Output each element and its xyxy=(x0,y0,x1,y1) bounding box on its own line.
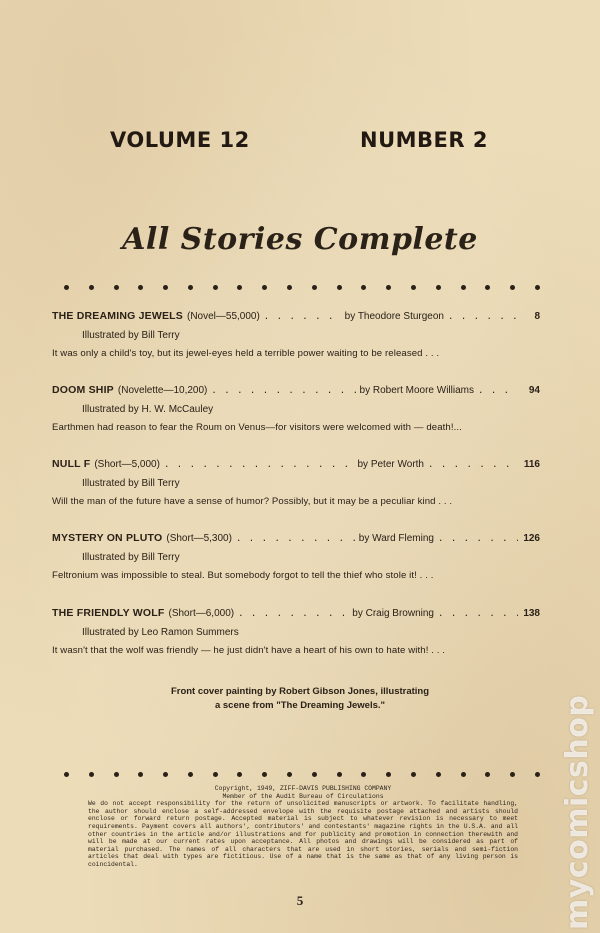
story-page: 94 xyxy=(528,385,540,396)
dot-divider-top xyxy=(64,283,540,291)
story-illustrator: Illustrated by Leo Ramon Summers xyxy=(82,627,239,638)
number-label: NUMBER 2 xyxy=(360,128,488,152)
dot-leader xyxy=(448,312,518,322)
story-title: MYSTERY ON PLUTO xyxy=(52,532,163,544)
headline: All Stories Complete xyxy=(122,222,478,257)
story-illustrator: Illustrated by H. W. McCauley xyxy=(82,404,214,415)
dot-leader xyxy=(428,460,518,470)
story-line xyxy=(52,310,540,326)
dot-leader xyxy=(438,534,518,544)
copyright-line: Copyright, 1949, ZIFF-DAVIS PUBLISHING COMPANY xyxy=(214,785,392,792)
story-page: 126 xyxy=(523,533,540,544)
story-author: by Ward Fleming xyxy=(358,533,434,544)
story-length: (Novel—55,000) xyxy=(186,311,260,322)
dot-leader xyxy=(236,534,355,544)
story-length: (Short—5,300) xyxy=(166,533,232,544)
story-entry[interactable] xyxy=(52,310,540,359)
member-line: Member of the Audit Bureau of Circulations xyxy=(222,792,384,800)
story-blurb: It wasn't that the wolf was friendly — he just didn't have a heart of his own to hate with! . . . xyxy=(52,645,446,656)
dot-leader xyxy=(438,609,518,619)
volume-label: VOLUME 12 xyxy=(110,128,250,152)
story-author: by Craig Browning xyxy=(352,608,434,619)
story-line xyxy=(52,384,540,400)
story-line xyxy=(52,607,540,623)
dot-leader xyxy=(211,386,355,396)
issue-line xyxy=(0,128,600,158)
story-blurb: Feltronium was impossible to steal. But somebody forgot to tell the thief who stole it! . . . xyxy=(52,570,434,581)
legal-body: We do not accept responsibility for the return of unsolicited manuscripts or artwork. To facilitate handling, the author should enclose a self-addressed envelope with the requisite postage attached and artists should enclose or forward return postage. Accepted material is subject to whatever revision is necessary to meet requirements. Payment covers all authors', contributors' and contestants' magazine rights in the U.S.A. and all other countries in the article and/or illustrations and for publicity and promotion in connection therewith and will be made at our current rates upon acceptance. All photos and drawings will be considered as part of material purchased. The names of all characters that are used in short stories, serials and semi-fiction articles that deal with types are fictitious. Use of a name that is the same as that of any living person is coincidental. xyxy=(88,800,518,868)
dot-leader xyxy=(264,312,341,322)
story-line xyxy=(52,532,540,548)
page-number: 5 xyxy=(296,893,304,908)
story-title: THE DREAMING JEWELS xyxy=(52,310,183,322)
legal-fineprint xyxy=(88,785,518,869)
story-entry[interactable] xyxy=(52,384,540,433)
story-line xyxy=(52,458,540,474)
story-length: (Novelette—10,200) xyxy=(117,385,208,396)
dot-leader xyxy=(478,386,518,396)
story-author: by Theodore Sturgeon xyxy=(344,311,444,322)
story-author: by Robert Moore Williams xyxy=(359,385,474,396)
story-blurb: Earthmen had reason to fear the Roum on Venus—for visitors were welcomed with — death!... xyxy=(52,422,462,433)
cover-credit-line2: a scene from "The Dreaming Jewels." xyxy=(214,700,386,711)
story-page: 8 xyxy=(534,311,540,322)
story-author: by Peter Worth xyxy=(357,459,424,470)
watermark-logo: mycomicshop xyxy=(560,694,595,930)
story-entry[interactable] xyxy=(52,607,540,656)
story-blurb: It was only a child's toy, but its jewel-eyes held a terrible power waiting to be released . . . xyxy=(52,348,440,359)
story-title: NULL F xyxy=(52,458,91,470)
dot-leader xyxy=(238,609,348,619)
story-blurb: Will the man of the future have a sense of humor? Possibly, but it may be a peculiar kind . . . xyxy=(52,496,453,507)
dot-divider-bottom xyxy=(64,770,540,778)
story-length: (Short—5,000) xyxy=(94,459,160,470)
cover-credit-title: The Dreaming Jewels. xyxy=(280,700,381,711)
story-page: 116 xyxy=(523,459,540,470)
story-page: 138 xyxy=(523,608,540,619)
cover-credit-line1: Front cover painting by Robert Gibson Jones, illustrating xyxy=(170,686,430,697)
story-length: (Short—6,000) xyxy=(168,608,235,619)
story-title: THE FRIENDLY WOLF xyxy=(52,607,165,619)
story-illustrator: Illustrated by Bill Terry xyxy=(82,478,180,489)
dot-leader xyxy=(164,460,354,470)
story-title: DOOM SHIP xyxy=(52,384,114,396)
story-illustrator: Illustrated by Bill Terry xyxy=(82,552,180,563)
story-illustrator: Illustrated by Bill Terry xyxy=(82,330,180,341)
story-entry[interactable] xyxy=(52,532,540,581)
story-entry[interactable] xyxy=(52,458,540,507)
cover-credit xyxy=(0,685,600,713)
